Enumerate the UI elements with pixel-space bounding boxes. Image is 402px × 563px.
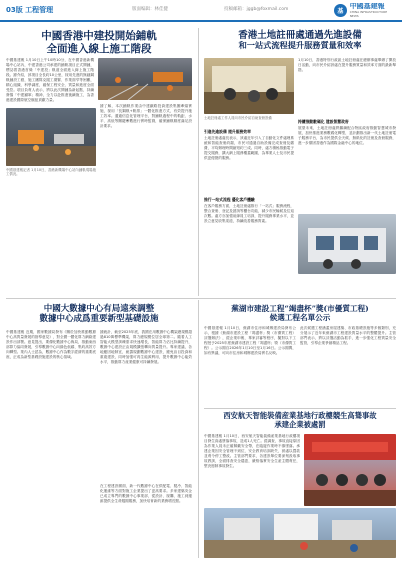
- article-wuhu-award: [204, 304, 396, 322]
- xian-site-photo: [204, 508, 396, 558]
- section-divider: [6, 298, 396, 299]
- article-subtitle: 全面進入線上施工階段: [46, 42, 152, 55]
- article-title: 西安航天智能裝備産業基地行政樓競生高聳事故: [223, 411, 377, 420]
- photo-caption: 中國基建報記者 1月10日，香港新機場中心站內鋪軌現場施工情況。: [6, 168, 96, 177]
- section-heading: 持續推動數碼化 建設智慧政府: [298, 119, 349, 124]
- article-title: 香港土地註冊處通過先進設備: [238, 30, 362, 41]
- land-registry-caption-wrap: [204, 116, 294, 120]
- wuhu-award-col2: [300, 326, 396, 404]
- xian-meeting-photo: [304, 434, 396, 506]
- article-body-col2: [100, 104, 192, 192]
- data-center-col1: [6, 330, 96, 558]
- column-divider: [198, 300, 199, 558]
- xian-accident-body-wrap: [204, 434, 300, 506]
- article-body-continued: 此次候選工程涵蓋房屋建築、市政基礎設施等多個類別，充分展示了近年來蕪湖市工程建設質量水平的整體提升。主管部門表示，將以評選活動為抓手，進一步強化工程質量安全監管，引導企業爭創精品工程。: [300, 326, 396, 345]
- section-divider: [204, 408, 396, 409]
- section-body: 展望未來，土地註冊處將繼續配合特區政府推動智慧城市發展，加快推進業務數碼化轉型，並計劃推出新一代土地註冊電子服務平台，為市民提供全天候、無紙化的註冊及查冊服務，進一步鞏固香港作為國際金融中心的地位。: [298, 126, 396, 145]
- logo-subtitle: CHINA INFRASTRUCTURE NEWS: [349, 10, 388, 18]
- article-body: 中國基建報 1月10日上午10時10分，在中國香港新機場中心站內，中建香港公司承建的鋪軌項目正式開鋪，標誌着香港首條「中建投」軌道全面進入線上施工階段。據介紹，該項目全長約10公里，採用先進的無縫鋼軌鋪設工藝，施工團隊克服工期緊、作業面窄等困難，精心組織、科學調度，確保工程安全、質量和進度全面受控。項目負責人表示，將以此次開鋪為新起點，持續發揚「中建鐵軍」精神，全力以赴推進後續施工，為香港建設國際航空樞紐貢獻力量。: [6, 58, 94, 102]
- registry-office-photo: [298, 214, 396, 274]
- article-title: 中國大數據中心有局遠來調整: [43, 304, 155, 314]
- article-subtitle: 承建企業被處罰: [274, 419, 326, 429]
- photo-caption: 土地註冊處工作人員向市民介紹自助查冊設備: [204, 116, 272, 120]
- article-lead: 1月10日，香港特別行政區土地註冊處在總辦事處舉辦了開放日活動，向市民介紹該處在提升服務質量和效率方面的最新舉措。: [298, 58, 396, 72]
- page-header: [0, 0, 402, 22]
- logo-icon: 基: [334, 4, 347, 17]
- article-body: 中國基建報 近期，國家數據局發布《關於加快推動數據中心高質量發展的指導意見》，對全國一體化算力網絡建設作出部署。意見提出，要優化數據中心佈局，推動東西部算力協同發展，引導數據中心向綠色低碳、集約高效方向轉型。業內人士認為，數據中心作為數字經濟的重要底座，正成為新型基礎設施建設的核心領域。: [6, 330, 96, 359]
- wuhu-award-col1: [204, 326, 296, 404]
- column-divider: [198, 28, 199, 296]
- contact-email: 投稿邮箱：jggb@foxmail.com: [224, 7, 289, 12]
- article-body-continued: 據了解，本次鋪軌作業由中建鐵路投資建設集團牽頭實施，採用「長鋼軌+軌排」一體化推進方式，有效提升施工效率。通過信息化管理平台，對鋪軌過程中的軌距、水平、高低等關鍵參數進行實時監測，確保鋪軌精度滿足設計要求。: [100, 104, 192, 128]
- article-subtitle: 數據中心成爲重要新型基礎設施: [39, 314, 159, 325]
- article-hk-land-registry: [204, 30, 396, 51]
- article-body-col1: [6, 58, 94, 104]
- section-body: 在客戶服務方面，土地註冊處推行「一站式」服務流程，整合查冊、登記及諮詢等櫃台功能，減少市民輪候及往返次數。處方亦加強前線員工培訓，提升服務專業水平，並設立意見收集渠道，持續改善服務質素。: [204, 204, 294, 223]
- newspaper-logo: [334, 3, 396, 18]
- rail-photo-top: [98, 58, 192, 100]
- section-body: 土地註冊處處長表示，該處近年引入了自動化文件處理系統和智能查冊終端，市民可通過自助設備完成查冊及繳費，平均辦理時間縮短約三成。同時，處方積極推動電子提交服務，擴大網上服務覆蓋範圍，為專業人士及市民提供更便捷的服務。: [204, 136, 294, 160]
- section-heading: 推行一站式流程 優化客戶體驗: [204, 197, 255, 202]
- article-xian-accident: [204, 412, 396, 430]
- article-title: 中國香港中建投開始鋪軌: [41, 30, 157, 42]
- article-hk-rail: [6, 30, 192, 55]
- article-title: 蕪湖市建設工程“竭盡杯”獎(市優質工程): [231, 304, 369, 313]
- article-subtitle: 和一站式流程提升服務質量和效率: [238, 40, 362, 51]
- rail-photo-caption-wrap: [6, 168, 96, 177]
- rail-photo-bottom: [6, 108, 96, 166]
- data-center-col2: [100, 330, 192, 558]
- article-body-continued: 據統計，截至2025年底，我國在用數據中心機架總規模超過810萬標準機架，算力總規模位居全球第二。隨着人工智能大模型訓練需求快速增長，智能算力佔比持續提升，數據中心建設正由規模擴張轉向質量提升。專家建議，各地應因地制宜，統籌規劃數據中心建設，避免盲目投資和重複建設，同時加強可再生能源利用，提升數據中心能效水平，推動算力產業健康可持續發展。: [100, 330, 192, 364]
- section-label: 03版 工程管理: [6, 6, 54, 14]
- land-registry-photo: [204, 58, 294, 114]
- article-data-center: [6, 304, 192, 324]
- article-body: 中國基建報 1月10日，蕪湖市住房和城鄉建設局發布公示，根據《蕪湖市建設工程「竭盡杯」獎（市優質工程）評選辦法》，經企業申報、專家評審等程序，擬對以下工程授予2025年度蕪湖市建設工程「竭盡杯」獎（市優質工程）。公示期自2026年1月10日至1月16日。公示期間，如有異議，可向市住房和城鄉建設局實名反映。: [204, 326, 296, 355]
- land-registry-lead-wrap: [298, 58, 396, 114]
- section-heading: 引進先進設備 提升服務效率: [204, 129, 251, 134]
- editor-credit: 版面编辑：林佳健: [132, 7, 168, 12]
- logo-text: 中國基建報: [349, 3, 385, 10]
- land-registry-col1: [204, 128, 294, 296]
- article-subtitle: 候選工程名單公示: [269, 313, 331, 323]
- article-body-continued: 在工程建設層面，新一代數據中心在供配電、製冷、智能化運維等方面對施工企業提出了更高要求。多家建築央企已成立專門的數據中心事業部，從設計、採購、施工到運維提供全生命週期服務，加快培育新的業務增長點。: [100, 484, 192, 503]
- land-registry-col2: [298, 118, 396, 296]
- article-body: 中國基建報 1月10日，西安航天智能裝備產業基地行政樓項目發生高處墜落事故，造成1人死亡。經調查，事故直接原因為作業人員未正確佩戴安全帶，在臨邊作業時不慎墜落。承建企業因安全管理不到位、安全教育培訓缺失，被處以罰款並責令停工整改。主管部門要求，各建設單位要深刻汲取事故教訓，全面排查安全隱患，嚴格落實安全生產主體責任，堅決遏制事故發生。: [204, 434, 300, 468]
